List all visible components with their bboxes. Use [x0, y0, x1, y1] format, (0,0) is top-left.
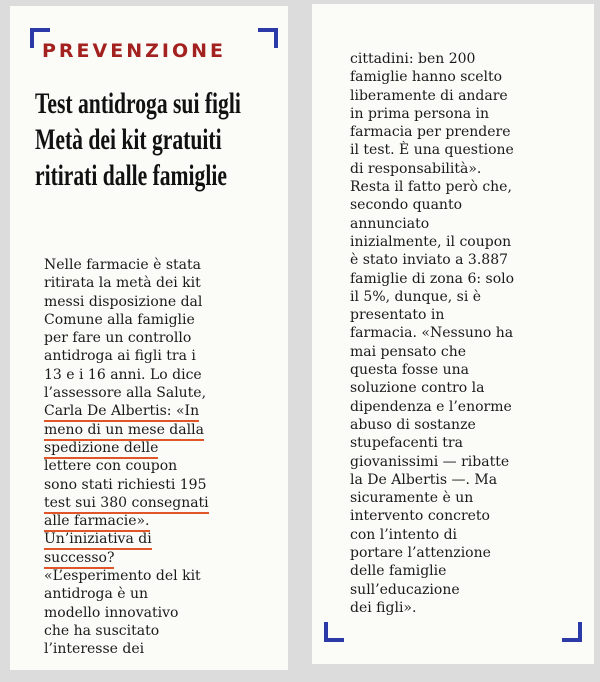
- highlighted-text: Carla De Albertis: «In: [44, 403, 199, 422]
- body-line: sicuramente è un: [350, 490, 474, 507]
- headline-line: Metà dei kit gratuiti: [35, 123, 222, 156]
- body-line: Resta il fatto però che,: [350, 179, 512, 196]
- body-line: l’interesse dei: [44, 641, 145, 658]
- body-line: famiglie di zona 6: solo: [350, 270, 515, 287]
- body-line: il 5%, dunque, si è: [350, 288, 482, 305]
- body-line-underlined: [44, 494, 209, 512]
- body-line: la De Albertis —. Ma: [350, 471, 498, 488]
- body-line: portare l’attenzione: [350, 545, 491, 562]
- body-line: abuso di sostanze: [350, 416, 476, 433]
- highlighted-text: alle farmacie».: [44, 513, 150, 532]
- body-column-left: [44, 256, 209, 659]
- highlighted-text: test sui 380 consegnati: [44, 495, 209, 514]
- headline-line: Test antidroga sui figli: [35, 87, 241, 120]
- body-line: antidroga è un: [44, 586, 149, 603]
- body-column-right: [350, 50, 514, 617]
- body-line: ritirata la metà dei kit: [44, 275, 201, 292]
- body-line: lettere con coupon: [44, 458, 178, 475]
- highlighted-text: Un’iniziativa di: [44, 531, 152, 550]
- body-line: questa fosse una: [350, 362, 469, 379]
- body-line: presentato in: [350, 307, 445, 324]
- body-line: di responsabilità».: [350, 160, 482, 177]
- corner-mark-bottom-right: [562, 622, 582, 642]
- body-line: dei figli».: [350, 599, 417, 616]
- body-line: delle famiglie: [350, 563, 447, 580]
- body-line: con l’intento di: [350, 526, 458, 543]
- body-line: è stato inviato a 3.887: [350, 252, 509, 269]
- section-kicker: PREVENZIONE: [42, 40, 226, 62]
- body-line: farmacia. «Nessuno ha: [350, 325, 514, 342]
- body-line: per fare un controllo: [44, 330, 192, 347]
- corner-mark-top-right: [258, 28, 278, 48]
- body-line: Comune alla famiglie: [44, 311, 195, 328]
- highlighted-text: successo?: [44, 550, 114, 569]
- body-line: cittadini: ben 200: [350, 51, 476, 67]
- body-line-underlined: [44, 549, 209, 567]
- body-line: modello innovativo: [44, 604, 179, 621]
- body-line-underlined: [44, 530, 209, 548]
- body-line: il test. È una questione: [350, 142, 514, 159]
- body-line: farmacia per prendere: [350, 124, 511, 141]
- headline: [35, 86, 241, 194]
- body-line-underlined: [44, 421, 209, 439]
- body-line-underlined: [44, 512, 209, 530]
- body-line: l’assessore alla Salute,: [44, 385, 207, 402]
- corner-mark-bottom-left: [324, 622, 344, 642]
- body-line: in prima persona in: [350, 105, 490, 122]
- body-line: annunciato: [350, 215, 430, 232]
- body-line: dipendenza e l’enorme: [350, 398, 512, 415]
- body-line-underlined: [44, 402, 209, 420]
- body-line: che ha suscitato: [44, 622, 160, 639]
- body-line: 13 e i 16 anni. Lo dice: [44, 366, 202, 383]
- body-line: liberamente di andare: [350, 87, 508, 104]
- body-line: stupefacenti tra: [350, 435, 463, 452]
- body-line-underlined: [44, 439, 209, 457]
- body-line: antidroga ai figli tra i: [44, 348, 196, 365]
- body-line: messi disposizione dal: [44, 293, 203, 310]
- body-line: sull’educazione: [350, 581, 460, 598]
- headline-line: ritirati dalle famiglie: [35, 159, 227, 192]
- body-line: soluzione contro la: [350, 380, 485, 397]
- body-line: mai pensato che: [350, 343, 466, 360]
- body-line: giovanissimi — ribatte: [350, 453, 510, 470]
- body-line: «L’esperimento del kit: [44, 568, 201, 585]
- body-line: famiglie hanno scelto: [350, 69, 503, 86]
- body-line: sono stati richiesti 195: [44, 476, 207, 493]
- body-line: secondo quanto: [350, 197, 462, 214]
- highlighted-text: spedizione delle: [44, 440, 158, 459]
- highlighted-text: meno di un mese dalla: [44, 422, 204, 441]
- body-line: inizialmente, il coupon: [350, 233, 512, 250]
- body-line: Nelle farmacie è stata: [44, 257, 201, 273]
- body-line: intervento concreto: [350, 508, 490, 525]
